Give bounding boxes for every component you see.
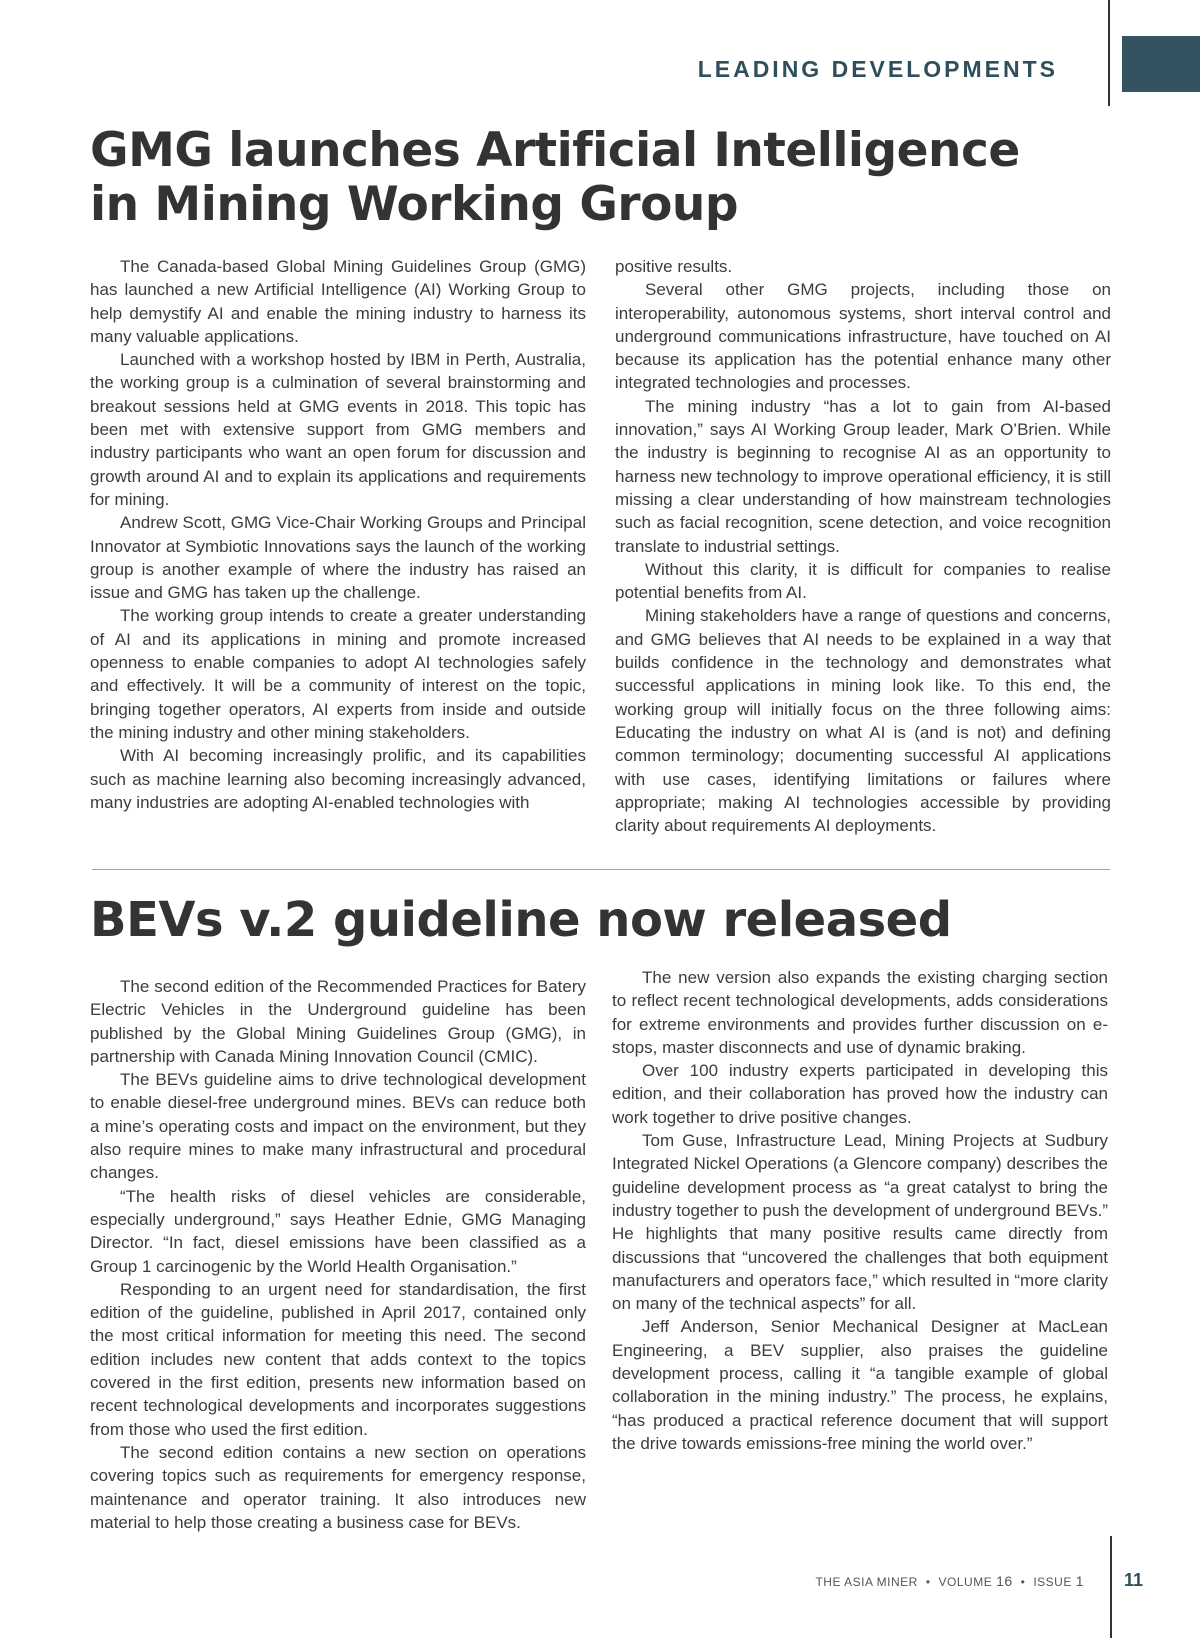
article1-right-paragraph: Mining stakeholders have a range of questions and concerns, and GMG believes that AI needs to be explained in a way that builds confidence in the technology and demonstrates what successful applications in mining look like. To this end, the working group will initially focus on the three following aims: Educating the industry on what AI is (and is not) and defining common terminology; documenting successful AI applications with use cases, identifying limitations or failures where appropriate; making AI technologies accessible by providing clarity about requirements AI deployments. [615,606,1111,836]
article2-right-paragraph: The new version also expands the existing charging section to reflect recent technological developments, adds considerations for extreme environments and provides further discussion on e-stops, master disconnects and use of dynamic braking. [612,968,1108,1057]
article2-right-paragraph: Tom Guse, Infrastructure Lead, Mining Projects at Sudbury Integrated Nickel Operations (a Glencore company) describes the guideline development process as “a great catalyst to bring the industry together to push the development of underground BEVs.” He highlights that many positive results came directly from discussions that “uncovered the challenges that both equipment manufacturers and operators face,” which resulted in “more clarity on many of the technical aspects” for all. [612,1131,1108,1314]
footer-publication-info [815,1573,1084,1589]
article2-left-column [90,975,586,1534]
page-number: 11 [1124,1570,1144,1590]
article1-left-column [90,255,586,814]
article1-left-paragraph: With AI becoming increasingly prolific, and its capabilities such as machine learning also becoming increasingly advanced, many industries are adopting AI-enabled technologies with [90,746,586,812]
article1-left-paragraph: The Canada-based Global Mining Guidelines Group (GMG) has launched a new Artificial Intelligence (AI) Working Group to help demystify AI and enable the mining industry to harness its many valuable applications. [90,257,586,346]
article2-title: BEVs v.2 guideline now released [90,892,952,948]
article2-left-paragraph: The BEVs guideline aims to drive technological development to enable diesel-free underground mines. BEVs can reduce both a mine’s operating costs and impact on the environment, but they also require mines to make many infrastructural and procedural changes. [90,1070,586,1183]
footer-rule [1110,1536,1112,1638]
header-rule [1108,0,1110,106]
section-label: LEADING DEVELOPMENTS [697,56,1058,82]
article2-left-paragraph: Responding to an urgent need for standardisation, the first edition of the guideline, published in April 2017, contained only the most critical information for meeting this need. The second edition includes new content that adds context to the topics covered in the first edition, presents new information based on recent technological developments and incorporates suggestions from those who used the first edition. [90,1279,586,1439]
article1-right-paragraph: Without this clarity, it is difficult for companies to realise potential benefits from AI. [615,559,1111,603]
section-tab-block [1122,36,1200,92]
article2-right-column [612,966,1108,1455]
footer-volume-number: 16 [996,1573,1013,1589]
article1-right-column [615,255,1111,837]
article1-right-paragraph: The mining industry “has a lot to gain from AI-based innovation,” says AI Working Group leader, Mark O’Brien. While the industry is beginning to recognise AI as an opportunity to harness new technology to improve operational efficiency, it is still missing a clear understanding of how mainstream technologies such as facial recognition, scene detection, and voice recognition translate to industrial settings. [615,396,1111,556]
bullet-icon: • [1020,1575,1026,1589]
footer-issue-number: 1 [1075,1573,1084,1589]
article2-left-paragraph: “The health risks of diesel vehicles are considerable, especially underground,” says Heather Ednie, GMG Managing Director. “In fact, diesel emissions have been classified as a Group 1 carcinogenic by the World Health Organisation.” [90,1186,586,1276]
article1-left-paragraph: Andrew Scott, GMG Vice-Chair Working Groups and Principal Innovator at Symbiotic Innovations says the launch of the working group is another example of where the industry has raised an issue and GMG has taken up the challenge. [90,513,586,603]
footer-issue-label: ISSUE [1033,1575,1072,1589]
article2-left-paragraph: The second edition of the Recommended Practices for Batery Electric Vehicles in the Underground guideline has been published by the Global Mining Guidelines Group (GMG), in partnership with Canada Mining Innovation Council (CMIC). [90,977,586,1066]
article1-right-continuation: positive results. [615,257,733,276]
article1-title: GMG launches Artificial Intelligence in Mining Working Group [90,123,1020,232]
article1-left-paragraph: The working group intends to create a greater understanding of AI and its applications in mining and promote increased openness to enable companies to adopt AI technologies safely and effectively. It will be a community of interest on the topic, bringing together operators, AI experts from inside and outside the mining industry and other mining stakeholders. [90,606,586,742]
article1-left-paragraph: Launched with a workshop hosted by IBM in Perth, Australia, the working group is a culmination of several brainstorming and breakout sessions held at GMG events in 2018. This topic has been met with extensive support from GMG members and industry participants who want an open forum for discussion and growth around AI and to explain its applications and requirements for mining. [90,350,586,509]
article2-right-paragraph: Jeff Anderson, Senior Mechanical Designer at MacLean Engineering, a BEV supplier, also praises the guideline development process, calling it “a tangible example of global collaboration in the mining industry.” The process, he explains, “has produced a practical reference document that will support the drive towards emissions-free mining the world over.” [612,1317,1108,1453]
article2-left-paragraph: The second edition contains a new section on operations covering topics such as requirements for emergency response, maintenance and operator training. It also introduces new material to help those creating a business case for BEVs. [90,1442,586,1532]
footer-publication-name: THE ASIA MINER [815,1575,918,1589]
bullet-icon: • [925,1575,931,1589]
footer-volume-label: VOLUME [938,1575,993,1589]
section-divider [92,869,1110,870]
article2-right-paragraph: Over 100 industry experts participated in developing this edition, and their collaboration has proved how the industry can work together to drive positive changes. [612,1061,1108,1127]
article1-right-paragraph: Several other GMG projects, including those on interoperability, autonomous systems, short interval control and underground communications infrastructure, have touched on AI because its application has the potential enhance many other integrated technologies and processes. [615,280,1111,393]
